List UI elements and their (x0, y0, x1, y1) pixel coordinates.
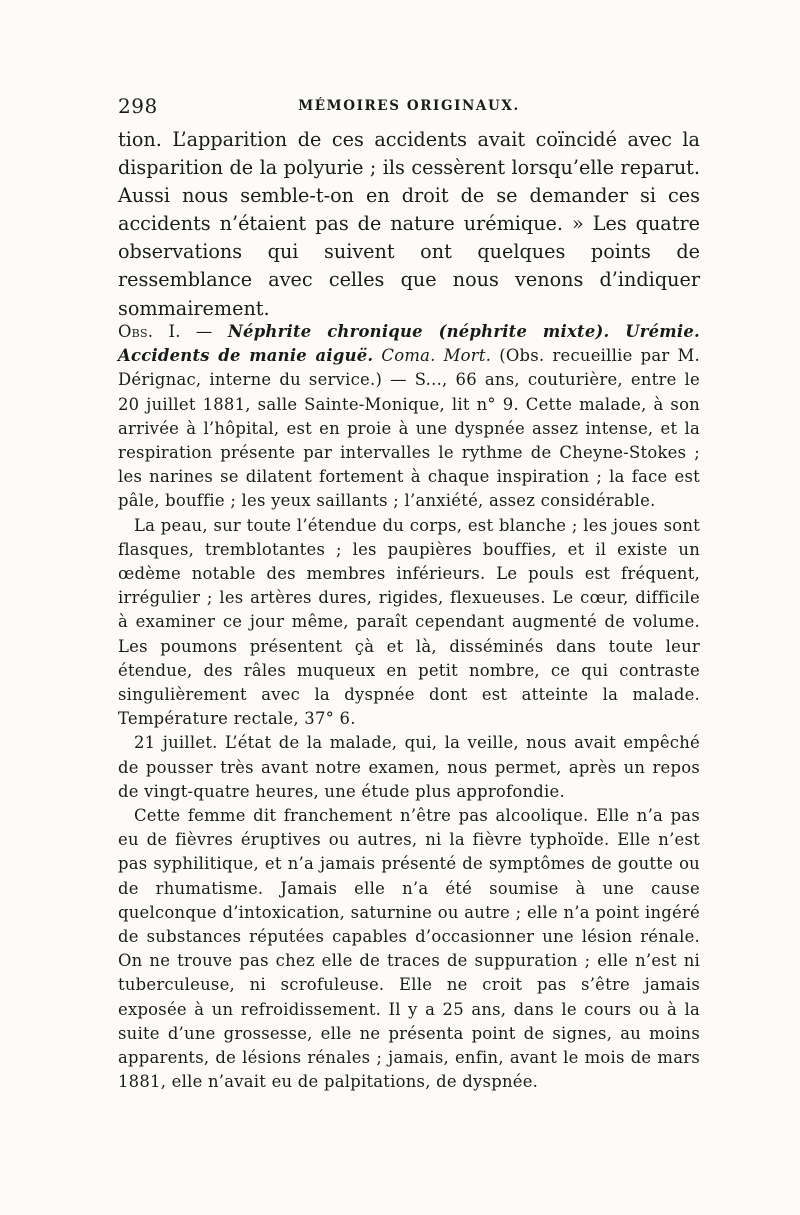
observation-paragraph-4: Cette femme dit franchement n’être pas alcoolique. Elle n’a pas eu de fièvres éruptives ou autres, ni la fièvre typhoïde. Elle n’est pas syphilitique, et n’a jamais présenté de symptômes de goutte ou de rhumatisme. Jamais elle n’a été soumise à une cause quelconque d’intoxication, saturnine ou autre ; elle n’a point ingéré de substances réputées capables d’occasionner une lésion rénale. On ne trouve pas chez elle de traces de suppuration ; elle n’est ni tuberculeuse, ni scrofuleuse. Elle ne croit pas s’être jamais exposée à un refroidissement. Il y a 25 ans, dans le cours ou à la suite d’une grossesse, elle ne présenta point de signes, au moins apparents, de lésions rénales ; jamais, enfin, avant le mois de mars 1881, elle n’avait eu de palpitations, de dyspnée. (118, 806, 700, 1092)
intro-paragraph: tion. L’apparition de ces accidents avait coïncidé avec la disparition de la polyurie ; ils cessèrent lorsqu’elle reparut. Aussi nous semble-t-on en droit de se demander si ces accidents n’étaient pas de nature urémique. » Les quatre observations qui suivent ont quelques points de ressemblance avec celles que nous venons d’indiquer sommairement. (118, 128, 700, 320)
observation-block (118, 320, 700, 1095)
observation-label: Obs. I. (118, 322, 181, 341)
observation-paragraph-2: La peau, sur toute l’étendue du corps, est blanche ; les joues sont flasques, tremblotantes ; les paupières bouffies, et il existe un œdème notable des membres inférieurs. Le pouls est fréquent, irrégulier ; les artères dures, rigides, flexueuses. Le cœur, difficile à examiner ce jour même, paraît cependant augmenté de volume. Les poumons présentent çà et là, disséminés dans toute leur étendue, des râles muqueux en petit nombre, ce qui contraste singulièrement avec la dyspnée dont est atteinte la malade. Température rectale, 37° 6. (118, 515, 700, 729)
observation-paragraph-1-text: (Obs. recueillie par M. Dérignac, interne du service.) — S..., 66 ans, couturière, entre le 20 juillet 1881, salle Sainte-Monique, lit n° 9. Cette malade, à son arrivée à l’hôpital, est en proie à une dyspnée assez intense, et la respiration présente par intervalles le rythme de Cheyne-Stokes ; les narines se dilatent fortement à chaque inspiration ; la face est pâle, bouffie ; les yeux saillants ; l’anxiété, assez considérable. (118, 346, 700, 511)
page-number: 298 (118, 94, 158, 118)
page-header (118, 94, 700, 120)
observation-subtitle: Coma. Mort. (381, 346, 492, 366)
observation-paragraph-1 (118, 320, 700, 514)
observation-dash: — (180, 322, 228, 341)
observation-title: Néphrite chronique (néphrite mixte). Urémie. Accidents de manie aiguë. (118, 322, 701, 366)
intro-paragraph-block (118, 126, 700, 323)
running-head: MÉMOIRES ORIGINAUX. (298, 98, 520, 114)
observation-paragraph-3: 21 juillet. L’état de la malade, qui, la veille, nous avait empêché de pousser très avant notre examen, nous permet, après un repos de vingt-quatre heures, une étude plus approfondie. (118, 733, 700, 801)
